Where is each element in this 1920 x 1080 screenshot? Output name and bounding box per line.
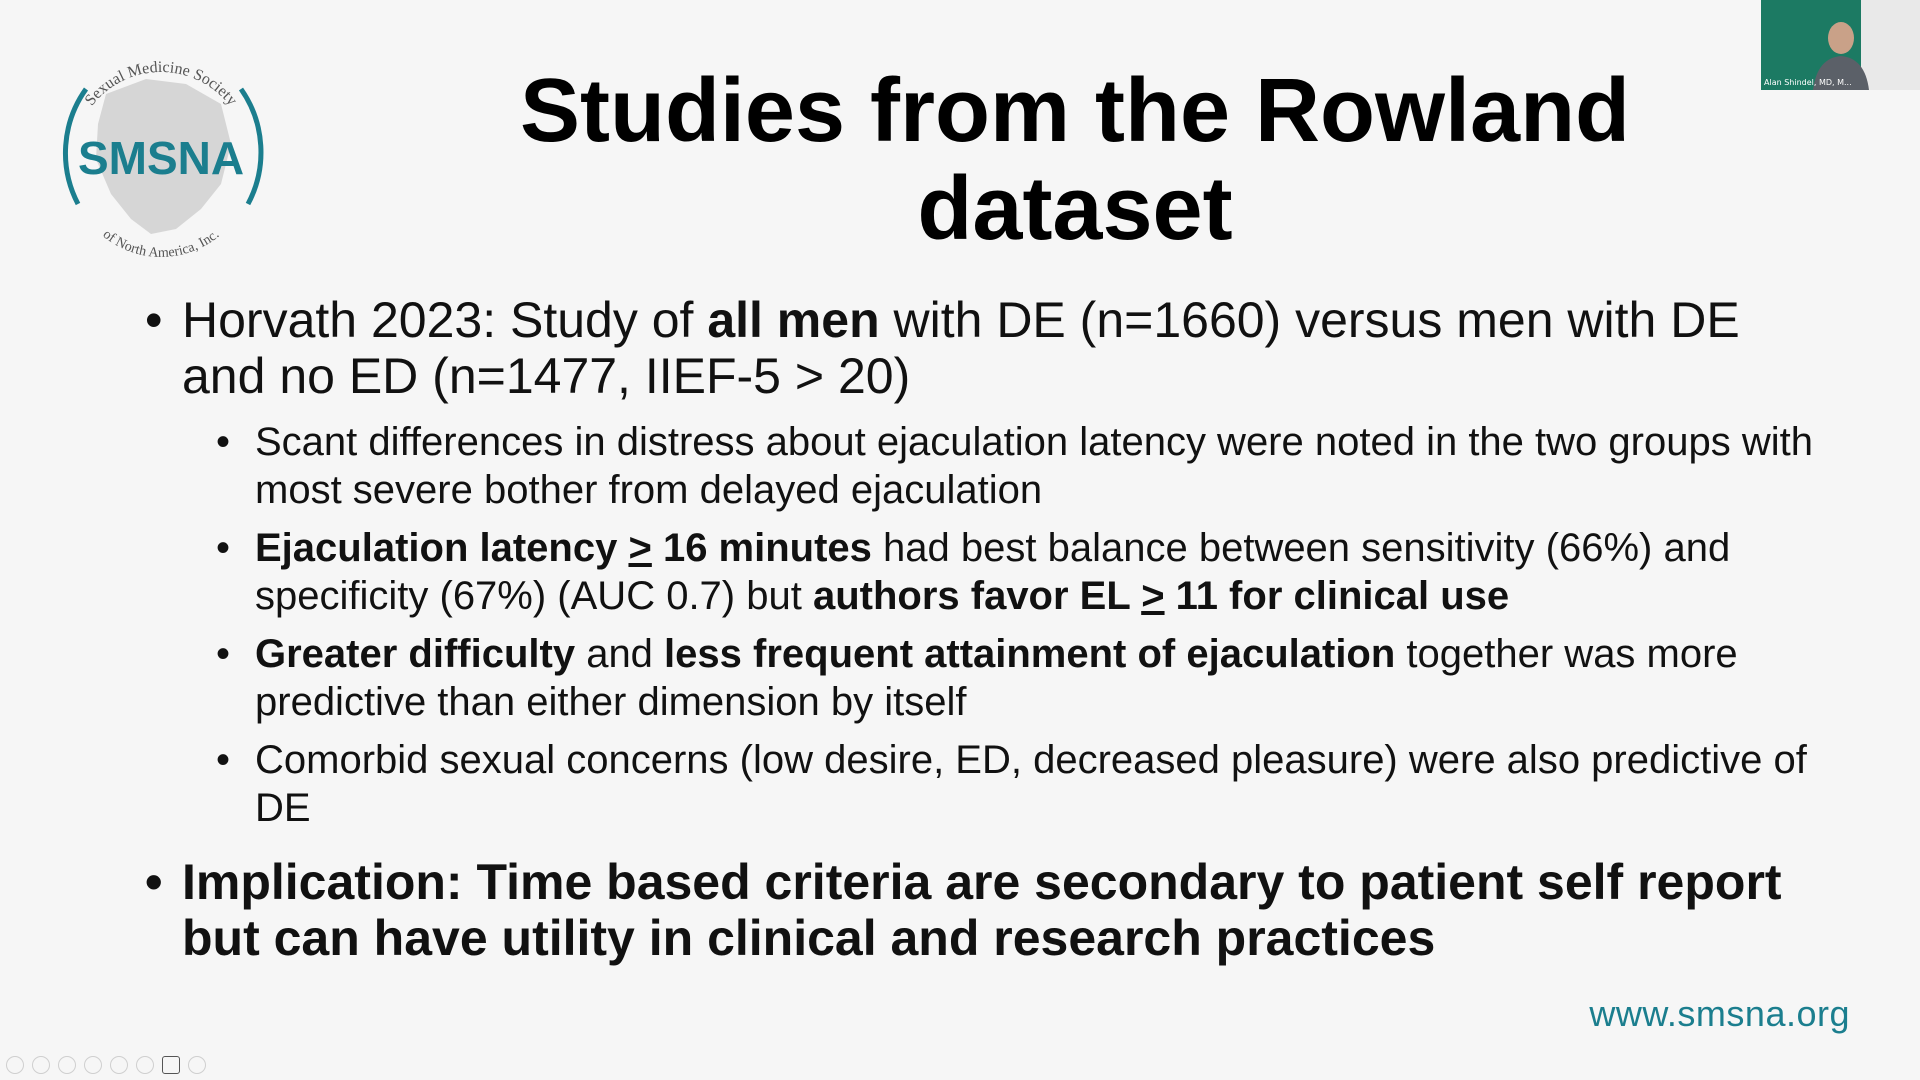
camera-icon[interactable] (162, 1056, 180, 1074)
title-line-1: Studies from the Rowland (519, 61, 1631, 161)
logo-name: SMSNA (77, 132, 245, 184)
smsna-logo (36, 34, 286, 284)
logo-arc-top: Sexual Medicine Society (81, 58, 241, 109)
more-options-icon[interactable] (188, 1056, 206, 1074)
title-line-2: dataset (917, 159, 1233, 259)
bullet-horvath: • Horvath 2023: Study of all men with DE (n=1660) versus men with DE and no ED (n=1477, IIEF-5 > 20) (145, 292, 1825, 404)
sub-bullet-comorbid: • Comorbid sexual concerns (low desire, ED, decreased pleasure) were also predictive of DE (145, 736, 1825, 832)
participant-name: Alan Shindel, MD, M... (1764, 78, 1852, 87)
slides-grid-icon[interactable] (84, 1056, 102, 1074)
presentation-toolbar (6, 1056, 206, 1074)
participant-video-tile[interactable] (1761, 0, 1920, 90)
sub-bullet-distress: • Scant differences in distress about ejaculation latency were noted in the two groups with most severe bother from delayed ejaculation (145, 418, 1825, 514)
svg-text:of North America, Inc. (100, 227, 222, 261)
previous-slide-icon[interactable] (6, 1056, 24, 1074)
zoom-icon[interactable] (110, 1056, 128, 1074)
subtitles-icon[interactable] (136, 1056, 154, 1074)
slide-title (470, 62, 1680, 258)
bullet-implication: • Implication: Time based criteria are secondary to patient self report but can have utility in clinical and research practices (145, 854, 1825, 966)
participant-avatar (1761, 0, 1920, 90)
website-url: www.smsna.org (1589, 993, 1850, 1034)
slide-content (145, 292, 1825, 980)
sub-bullet-latency: • Ejaculation latency > 16 minutes had best balance between sensitivity (66%) and specificity (67%) (AUC 0.7) but authors favor EL > 11 for clinical use (145, 524, 1825, 620)
sub-bullet-difficulty: • Greater difficulty and less frequent attainment of ejaculation together was more predictive than either dimension by itself (145, 630, 1825, 726)
logo-arc-bottom: of North America, Inc. (99, 227, 223, 262)
pen-icon[interactable] (58, 1056, 76, 1074)
next-slide-icon[interactable] (32, 1056, 50, 1074)
